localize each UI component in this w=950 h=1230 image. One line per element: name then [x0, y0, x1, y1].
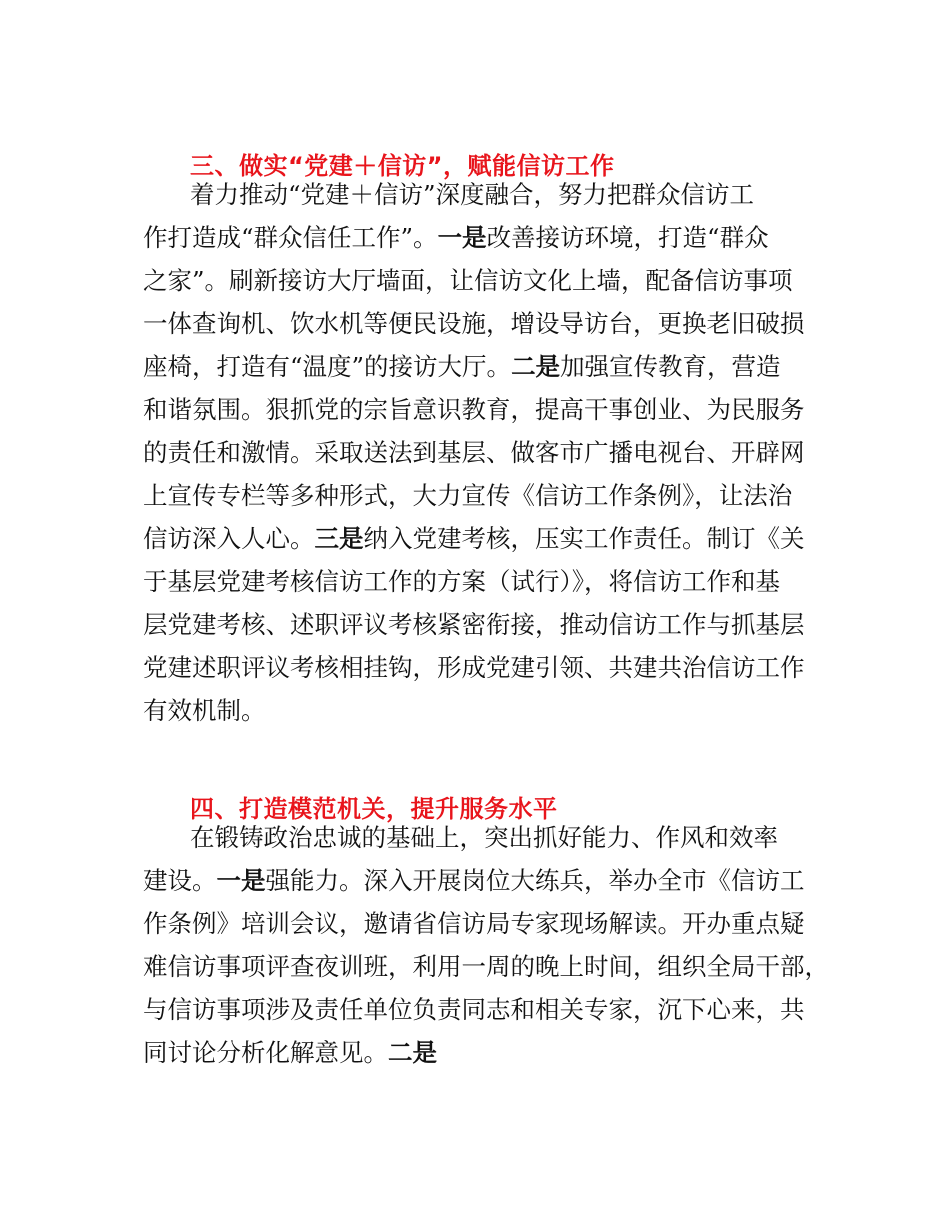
paragraph-line: 层党建考核、述职评议考核紧密衔接，推动信访工作与抓基层 — [143, 610, 805, 639]
paragraph-line: 在锻铸政治忠诚的基础上，突出抓好能力、作风和效率 — [190, 823, 778, 852]
paragraph-line: 同讨论分析化解意见。二是 — [143, 1038, 437, 1067]
paragraph-line: 着力推动“党建＋信访”深度融合，努力把群众信访工 — [190, 180, 755, 209]
paragraph-line: 的责任和激情。采取送法到基层、做客市广播电视台、开辟网 — [143, 438, 805, 467]
paragraph-line: 之家”。刷新接访大厅墙面，让信访文化上墙，配备信访事项 — [143, 266, 793, 295]
paragraph-line: 作条例》培训会议，邀请省信访局专家现场解读。开办重点疑 — [143, 909, 805, 938]
paragraph-line: 建设。一是强能力。深入开展岗位大练兵，举办全市《信访工 — [143, 866, 805, 895]
paragraph-line: 和谐氛围。狠抓党的宗旨意识教育，提高干事创业、为民服务 — [143, 395, 805, 424]
paragraph-line: 与信访事项涉及责任单位负责同志和相关专家，沉下心来，共 — [143, 995, 805, 1024]
paragraph-line: 上宣传专栏等多种形式，大力宣传《信访工作条例》，让法治 — [143, 481, 793, 510]
paragraph-line: 作打造成“群众信任工作”。一是改善接访环境，打造“群众 — [143, 223, 769, 252]
paragraph-line: 难信访事项评查夜训班，利用一周的晚上时间，组织全局干部， — [143, 952, 829, 981]
paragraph-line: 信访深入人心。三是纳入党建考核，压实工作责任。制订《关 — [143, 524, 805, 553]
paragraph-line: 座椅，打造有“温度”的接访大厅。二是加强宣传教育，营造 — [143, 352, 781, 381]
paragraph-line: 有效机制。 — [143, 696, 266, 725]
paragraph-line: 一体查询机、饮水机等便民设施，增设导访台，更换老旧破损 — [143, 309, 805, 338]
paragraph-line: 党建述职评议考核相挂钩，形成党建引领、共建共治信访工作 — [143, 653, 805, 682]
paragraph-line: 于基层党建考核信访工作的方案（试行）》，将信访工作和基 — [143, 567, 780, 596]
section-3-heading: 三、做实“党建＋信访”，赋能信访工作 — [190, 152, 615, 180]
section-4-heading: 四、打造模范机关，提升服务水平 — [190, 795, 558, 823]
